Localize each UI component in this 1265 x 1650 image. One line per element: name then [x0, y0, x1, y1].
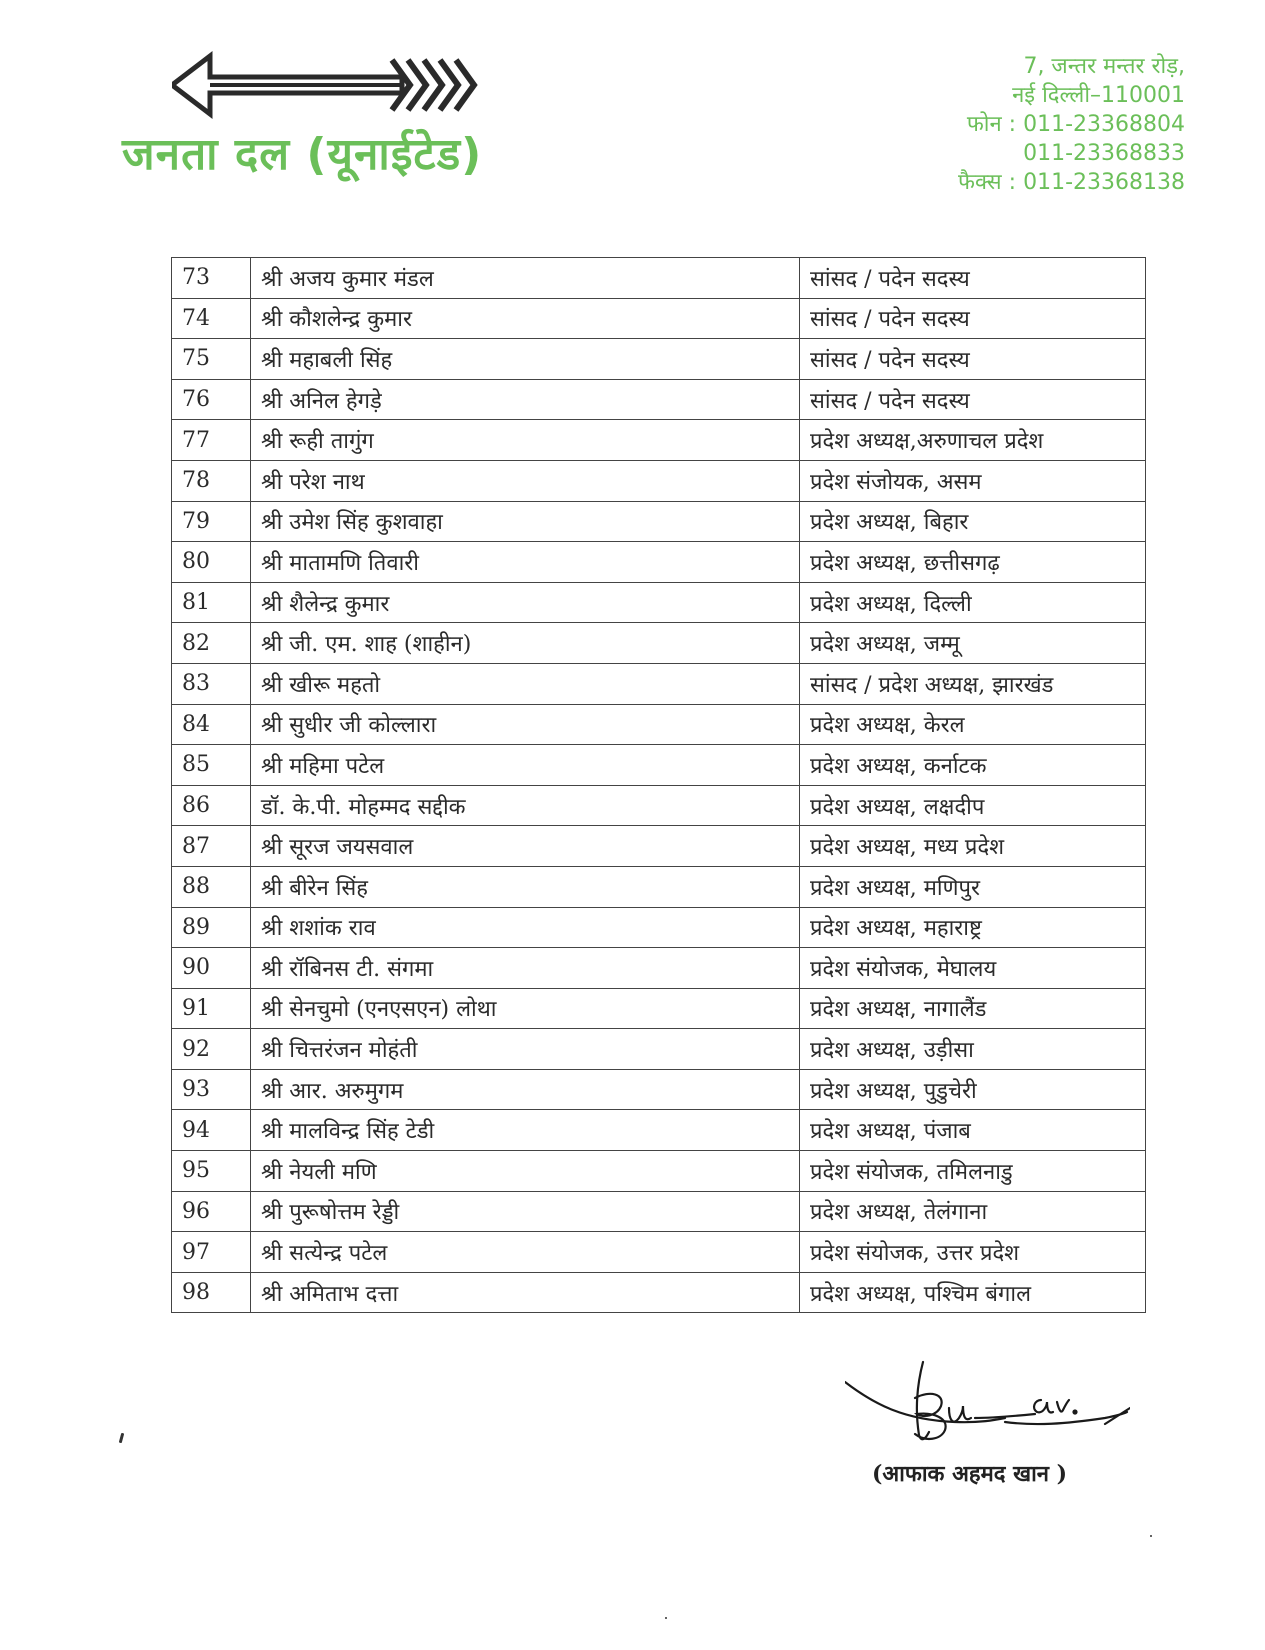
- member-post-cell: प्रदेश अध्यक्ष, दिल्ली: [800, 582, 1146, 623]
- member-post-cell: प्रदेश अध्यक्ष, पुडुचेरी: [800, 1069, 1146, 1110]
- phone-row-1: [958, 110, 1185, 139]
- serial-number-cell: 90: [172, 948, 251, 989]
- fax-number: 011-23368138: [1023, 170, 1185, 195]
- member-list-body: [172, 258, 1146, 1313]
- member-name-cell: श्री मालविन्द्र सिंह टेडी: [251, 1110, 800, 1151]
- serial-number-cell: 84: [172, 704, 251, 745]
- member-name-cell: श्री सुधीर जी कोल्लारा: [251, 704, 800, 745]
- table-row: [172, 339, 1146, 380]
- table-row: [172, 745, 1146, 786]
- member-post-cell: प्रदेश अध्यक्ष, पश्चिम बंगाल: [800, 1272, 1146, 1313]
- table-row: [172, 785, 1146, 826]
- scan-mark: [119, 1433, 124, 1443]
- table-row: [172, 420, 1146, 461]
- table-row: [172, 1191, 1146, 1232]
- member-name-cell: श्री अजय कुमार मंडल: [251, 258, 800, 299]
- table-row: [172, 1232, 1146, 1273]
- member-list-table: [171, 257, 1146, 1313]
- table-row: [172, 907, 1146, 948]
- member-name-cell: श्री कौशलेन्द्र कुमार: [251, 298, 800, 339]
- member-post-cell: प्रदेश अध्यक्ष, तेलंगाना: [800, 1191, 1146, 1232]
- member-post-cell: सांसद / प्रदेश अध्यक्ष, झारखंड: [800, 663, 1146, 704]
- serial-number-cell: 87: [172, 826, 251, 867]
- table-row: [172, 1029, 1146, 1070]
- table-row: [172, 379, 1146, 420]
- scan-dot: [1150, 1535, 1152, 1537]
- member-post-cell: प्रदेश अध्यक्ष, महाराष्ट्र: [800, 907, 1146, 948]
- member-post-cell: सांसद / पदेन सदस्य: [800, 298, 1146, 339]
- phone-row-2: [958, 139, 1185, 168]
- serial-number-cell: 94: [172, 1110, 251, 1151]
- member-name-cell: श्री बीरेन सिंह: [251, 866, 800, 907]
- member-post-cell: प्रदेश अध्यक्ष, केरल: [800, 704, 1146, 745]
- member-name-cell: श्री महाबली सिंह: [251, 339, 800, 380]
- member-name-cell: श्री रूही तागुंग: [251, 420, 800, 461]
- serial-number-cell: 88: [172, 866, 251, 907]
- member-post-cell: प्रदेश अध्यक्ष, मध्य प्रदेश: [800, 826, 1146, 867]
- phone-number-1: 011-23368804: [1023, 112, 1185, 137]
- serial-number-cell: 96: [172, 1191, 251, 1232]
- member-post-cell: प्रदेश अध्यक्ष, पंजाब: [800, 1110, 1146, 1151]
- party-name: जनता दल (यूनाईटेड): [122, 129, 483, 180]
- member-post-cell: प्रदेश अध्यक्ष, बिहार: [800, 501, 1146, 542]
- serial-number-cell: 91: [172, 988, 251, 1029]
- member-name-cell: श्री खीरू महतो: [251, 663, 800, 704]
- signature: [845, 1360, 1130, 1470]
- table-row: [172, 582, 1146, 623]
- member-post-cell: प्रदेश संजोयक, असम: [800, 460, 1146, 501]
- arrow-icon: [172, 50, 490, 120]
- party-address: [958, 52, 1185, 197]
- table-row: [172, 1069, 1146, 1110]
- table-row: [172, 298, 1146, 339]
- member-post-cell: प्रदेश अध्यक्ष, छत्तीसगढ़: [800, 542, 1146, 583]
- fax-row: [958, 168, 1185, 197]
- serial-number-cell: 75: [172, 339, 251, 380]
- member-post-cell: प्रदेश अध्यक्ष,अरुणाचल प्रदेश: [800, 420, 1146, 461]
- serial-number-cell: 80: [172, 542, 251, 583]
- member-post-cell: प्रदेश अध्यक्ष, नागालैंड: [800, 988, 1146, 1029]
- member-name-cell: श्री सूरज जयसवाल: [251, 826, 800, 867]
- member-post-cell: प्रदेश अध्यक्ष, कर्नाटक: [800, 745, 1146, 786]
- table-row: [172, 988, 1146, 1029]
- member-name-cell: श्री शैलेन्द्र कुमार: [251, 582, 800, 623]
- address-line-1: 7, जन्तर मन्तर रोड़,: [1023, 54, 1185, 79]
- phone-label: फोन :: [966, 112, 1017, 137]
- serial-number-cell: 97: [172, 1232, 251, 1273]
- member-name-cell: श्री चित्तरंजन मोहंती: [251, 1029, 800, 1070]
- serial-number-cell: 81: [172, 582, 251, 623]
- phone-number-2: 011-23368833: [1023, 141, 1185, 166]
- member-post-cell: सांसद / पदेन सदस्य: [800, 339, 1146, 380]
- serial-number-cell: 86: [172, 785, 251, 826]
- serial-number-cell: 98: [172, 1272, 251, 1313]
- serial-number-cell: 85: [172, 745, 251, 786]
- member-name-cell: श्री सत्येन्द्र पटेल: [251, 1232, 800, 1273]
- address-line-2: नई दिल्ली–110001: [1012, 83, 1185, 108]
- member-name-cell: डॉ. के.पी. मोहम्मद सद्दीक: [251, 785, 800, 826]
- table-row: [172, 1272, 1146, 1313]
- serial-number-cell: 82: [172, 623, 251, 664]
- serial-number-cell: 73: [172, 258, 251, 299]
- member-post-cell: प्रदेश अध्यक्ष, मणिपुर: [800, 866, 1146, 907]
- serial-number-cell: 79: [172, 501, 251, 542]
- serial-number-cell: 76: [172, 379, 251, 420]
- member-name-cell: श्री शशांक राव: [251, 907, 800, 948]
- member-name-cell: श्री मातामणि तिवारी: [251, 542, 800, 583]
- table-row: [172, 501, 1146, 542]
- member-name-cell: श्री आर. अरुमुगम: [251, 1069, 800, 1110]
- table-row: [172, 623, 1146, 664]
- member-name-cell: श्री उमेश सिंह कुशवाहा: [251, 501, 800, 542]
- member-name-cell: श्री महिमा पटेल: [251, 745, 800, 786]
- member-name-cell: श्री पुरूषोत्तम रेड्डी: [251, 1191, 800, 1232]
- member-post-cell: प्रदेश संयोजक, उत्तर प्रदेश: [800, 1232, 1146, 1273]
- member-name-cell: श्री अनिल हेगड़े: [251, 379, 800, 420]
- serial-number-cell: 89: [172, 907, 251, 948]
- table-row: [172, 1110, 1146, 1151]
- member-post-cell: प्रदेश अध्यक्ष, जम्मू: [800, 623, 1146, 664]
- member-post-cell: प्रदेश संयोजक, मेघालय: [800, 948, 1146, 989]
- serial-number-cell: 93: [172, 1069, 251, 1110]
- member-name-cell: श्री नेयली मणि: [251, 1151, 800, 1192]
- table-row: [172, 866, 1146, 907]
- table-row: [172, 542, 1146, 583]
- serial-number-cell: 74: [172, 298, 251, 339]
- serial-number-cell: 95: [172, 1151, 251, 1192]
- scan-dot: [665, 1617, 667, 1619]
- table-row: [172, 1151, 1146, 1192]
- table-row: [172, 948, 1146, 989]
- member-post-cell: प्रदेश अध्यक्ष, उड़ीसा: [800, 1029, 1146, 1070]
- member-name-cell: श्री सेनचुमो (एनएसएन) लोथा: [251, 988, 800, 1029]
- table-row: [172, 826, 1146, 867]
- signatory-name: (आफाक अहमद खान ): [872, 1461, 1068, 1487]
- member-post-cell: सांसद / पदेन सदस्य: [800, 258, 1146, 299]
- table-row: [172, 663, 1146, 704]
- member-post-cell: प्रदेश संयोजक, तमिलनाडु: [800, 1151, 1146, 1192]
- table-row: [172, 460, 1146, 501]
- member-name-cell: श्री रॉबिनस टी. संगमा: [251, 948, 800, 989]
- member-name-cell: श्री अमिताभ दत्ता: [251, 1272, 800, 1313]
- member-name-cell: श्री परेश नाथ: [251, 460, 800, 501]
- table-row: [172, 704, 1146, 745]
- table-row: [172, 258, 1146, 299]
- serial-number-cell: 77: [172, 420, 251, 461]
- member-post-cell: प्रदेश अध्यक्ष, लक्षदीप: [800, 785, 1146, 826]
- fax-label: फैक्स :: [957, 170, 1017, 195]
- serial-number-cell: 92: [172, 1029, 251, 1070]
- member-post-cell: सांसद / पदेन सदस्य: [800, 379, 1146, 420]
- member-name-cell: श्री जी. एम. शाह (शाहीन): [251, 623, 800, 664]
- serial-number-cell: 83: [172, 663, 251, 704]
- serial-number-cell: 78: [172, 460, 251, 501]
